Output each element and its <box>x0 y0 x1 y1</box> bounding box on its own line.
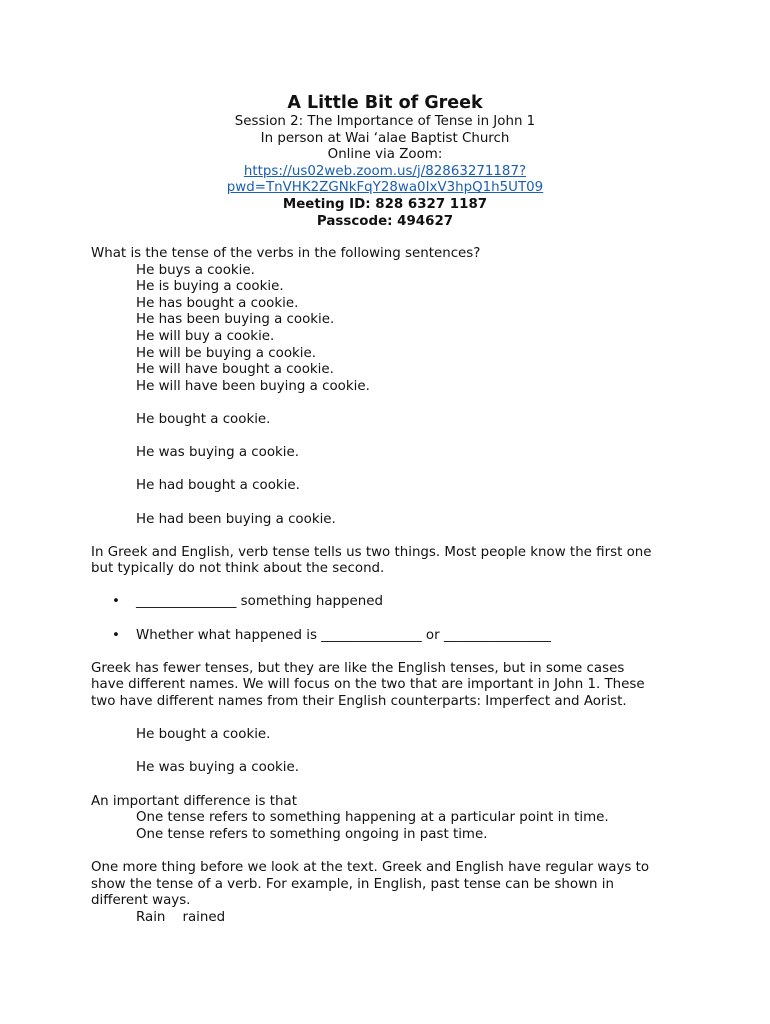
rain-example: Rain rained <box>136 909 226 925</box>
spacer <box>91 777 691 794</box>
sentence-line: He will have been buying a cookie. <box>136 378 370 394</box>
bullet-icon: • <box>112 627 120 643</box>
document-header <box>0 92 770 230</box>
zoom-link-part2[interactable]: pwd=TnVHK2ZGNkFqY28wa0IxV3hpQ1h5UT09 <box>226 180 544 196</box>
bullet-text: _______________ something happened <box>136 594 383 610</box>
spacer <box>91 611 691 628</box>
greek-tenses-line: two have different names from their English counterparts: Imperfect and Aorist. <box>91 694 627 710</box>
regular-ways-line: One more thing before we look at the text. Greek and English have regular ways to <box>91 859 650 875</box>
spacer <box>91 644 691 661</box>
bullet-item <box>91 594 691 611</box>
spacer <box>91 495 691 512</box>
sentence-line: He has bought a cookie. <box>136 295 299 311</box>
greek-tenses-line: Greek has fewer tenses, but they are like the English tenses, but in some cases <box>91 660 625 676</box>
sentence-line: He will buy a cookie. <box>136 328 275 344</box>
tense-intro-line: In Greek and English, verb tense tells us two things. Most people know the first one <box>91 544 652 560</box>
sentence-line: He will be buying a cookie. <box>136 345 316 361</box>
sentence-line: He is buying a cookie. <box>136 279 284 295</box>
sentence-had-been-buying: He had been buying a cookie. <box>136 511 336 527</box>
spacer <box>91 462 691 479</box>
difference-point: One tense refers to something ongoing in past time. <box>136 826 488 842</box>
regular-ways-line: different ways. <box>91 893 191 909</box>
bullet-text: Whether what happened is _______________ or ________________ <box>136 627 551 643</box>
spacer <box>91 395 691 412</box>
bullet-item <box>91 628 691 645</box>
session-subtitle: Session 2: The Importance of Tense in John 1 <box>234 114 536 129</box>
sentence-line: He will have bought a cookie. <box>136 362 334 378</box>
sentence-line: He buys a cookie. <box>136 262 255 278</box>
in-person-location: In person at Wai ‘alae Baptist Church <box>260 130 510 146</box>
example-bought: He bought a cookie. <box>136 727 271 743</box>
spacer <box>91 711 691 728</box>
online-label: Online via Zoom: <box>327 147 443 163</box>
passcode: Passcode: 494627 <box>316 213 454 229</box>
bullet-icon: • <box>112 594 120 610</box>
spacer <box>91 528 691 545</box>
spacer <box>91 578 691 595</box>
tense-question: What is the tense of the verbs in the following sentences? <box>91 246 481 261</box>
greek-tenses-line: have different names. We will focus on the two that are important in John 1. These <box>91 677 645 693</box>
meeting-id: Meeting ID: 828 6327 1187 <box>282 196 488 212</box>
sentence-bought: He bought a cookie. <box>136 411 271 427</box>
example-was-buying: He was buying a cookie. <box>136 760 300 776</box>
spacer <box>91 429 691 446</box>
sentence-was-buying: He was buying a cookie. <box>136 445 300 461</box>
spacer <box>91 843 691 860</box>
difference-intro: An important difference is that <box>91 793 297 809</box>
document-body <box>91 246 691 926</box>
page-title: A Little Bit of Greek <box>287 93 483 113</box>
zoom-link-part1[interactable]: https://us02web.zoom.us/j/82863271187? <box>243 163 527 179</box>
sentence-line: He has been buying a cookie. <box>136 312 335 328</box>
regular-ways-line: show the tense of a verb. For example, in English, past tense can be shown in <box>91 876 615 892</box>
sentence-had-bought: He had bought a cookie. <box>136 478 300 494</box>
difference-point: One tense refers to something happening at a particular point in time. <box>136 810 609 826</box>
spacer <box>91 744 691 761</box>
tense-intro-line: but typically do not think about the second. <box>91 561 385 577</box>
